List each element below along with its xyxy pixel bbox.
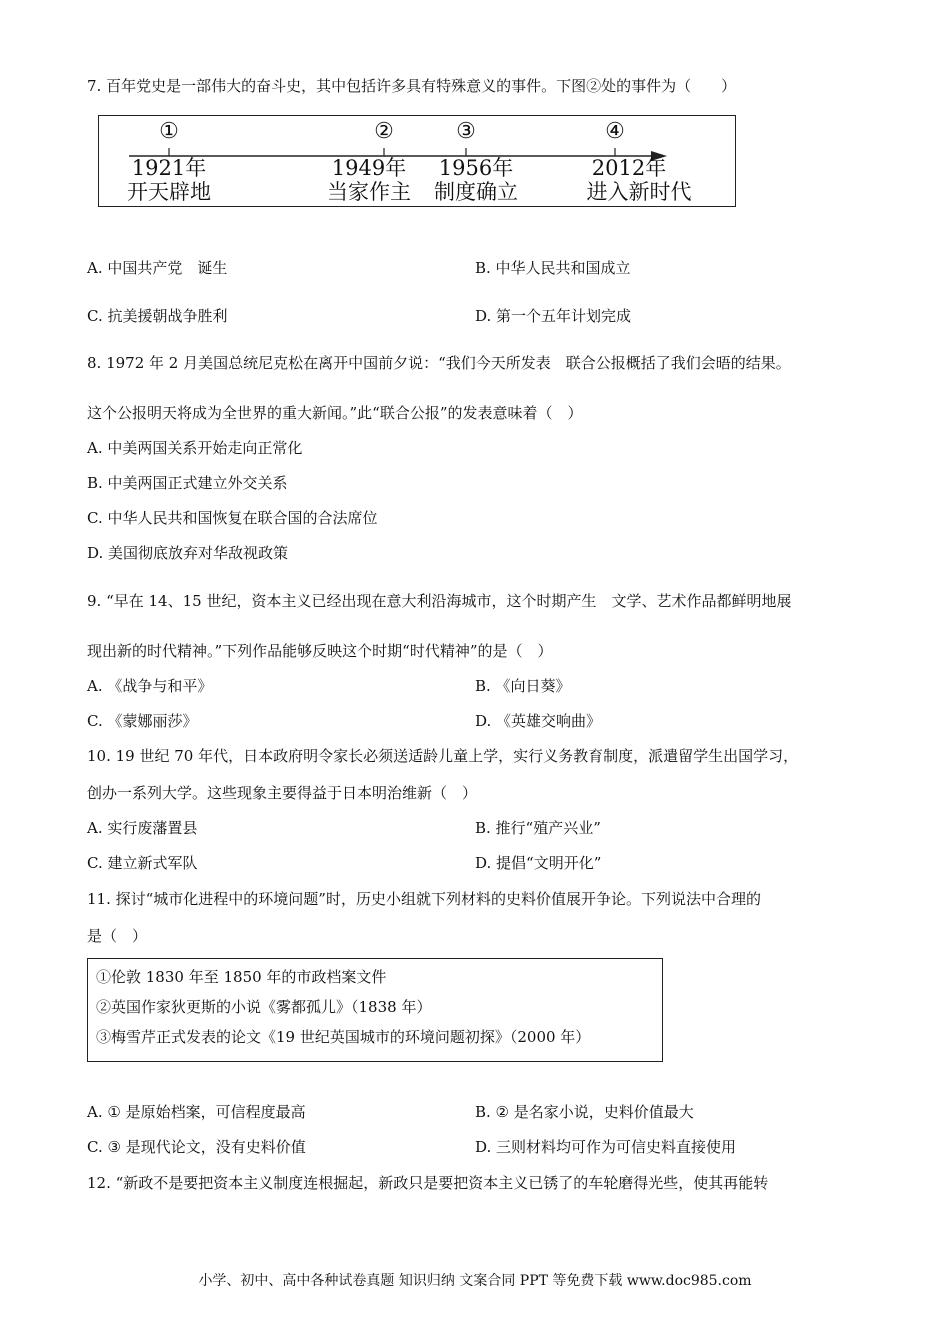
timeline-label-1: 开天辟地 [127, 180, 211, 204]
q7-option-b[interactable]: B. 中华人民共和国成立 [475, 259, 631, 277]
q10-option-c[interactable]: C. 建立新式军队 [87, 854, 198, 872]
q8-option-d[interactable]: D. 美国彻底放弃对华敌视政策 [87, 544, 289, 562]
q7-timeline-figure [98, 115, 736, 207]
q8-option-b[interactable]: B. 中美两国正式建立外交关系 [87, 474, 288, 492]
q10-option-a[interactable]: A. 实行废藩置县 [87, 819, 198, 837]
page-footer: 小学、初中、高中各种试卷真题 知识归纳 文案合同 PPT 等免费下载 www.doc985.com [198, 1273, 752, 1289]
timeline-marker-3: ③ [456, 119, 476, 144]
q11-option-d[interactable]: D. 三则材料均可作为可信史料直接使用 [475, 1138, 737, 1156]
timeline-year-4: 2012年 [591, 156, 667, 180]
material-item-1: ①伦敦 1830 年至 1850 年的市政档案文件 [96, 968, 387, 986]
q9-option-c[interactable]: C. 《蒙娜丽莎》 [87, 712, 198, 730]
q9-option-a[interactable]: A. 《战争与和平》 [87, 677, 213, 695]
q11-stem-line-2: 是（ ） [87, 927, 148, 945]
timeline-year-2: 1949年 [331, 156, 407, 180]
q10-option-d[interactable]: D. 提倡“文明开化” [475, 854, 602, 872]
q9-option-b[interactable]: B. 《向日葵》 [475, 677, 571, 695]
timeline-marker-1: ① [159, 119, 179, 144]
q11-materials-box [87, 958, 663, 1062]
q11-option-b[interactable]: B. ② 是名家小说，史料价值最大 [475, 1103, 694, 1121]
q9-stem-line-1: 9. “早在 14、15 世纪，资本主义已经出现在意大利沿海城市，这个时期产生 文学、艺术作品都鲜明地展 [87, 592, 792, 610]
q10-stem-line-1: 10. 19 世纪 70 年代，日本政府明令家长必须送适龄儿童上学，实行义务教育制度，派遣留学生出国学习， [87, 747, 799, 765]
q8-stem-line-1: 8. 1972 年 2 月美国总统尼克松在离开中国前夕说：“我们今天所发表 联合公报概括了我们会晤的结果。 [87, 354, 791, 372]
q12-stem-line-1: 12. “新政不是要把资本主义制度连根掘起，新政只是要把资本主义已锈了的车轮磨得光些，使其再能转 [87, 1174, 769, 1192]
timeline-year-3: 1956年 [438, 156, 514, 180]
q9-stem-line-2: 现出新的时代精神。”下列作品能够反映这个时期“时代精神”的是（ ） [87, 642, 553, 660]
q8-option-a[interactable]: A. 中美两国关系开始走向正常化 [87, 439, 303, 457]
q11-stem-line-1: 11. 探讨“城市化进程中的环境问题”时，历史小组就下列材料的史料价值展开争论。下列说法中合理的 [87, 890, 761, 908]
timeline-label-3: 制度确立 [434, 180, 518, 204]
q10-option-b[interactable]: B. 推行“殖产兴业” [475, 819, 601, 837]
q7-stem: 7. 百年党史是一部伟大的奋斗史，其中包括许多具有特殊意义的事件。下图②处的事件为（ ） [87, 77, 737, 95]
q7-option-d[interactable]: D. 第一个五年计划完成 [475, 307, 632, 325]
timeline-label-2: 当家作主 [327, 180, 411, 204]
q10-stem-line-2: 创办一系列大学。这些现象主要得益于日本明治维新（ ） [87, 784, 478, 802]
material-item-3: ③梅雪芹正式发表的论文《19 世纪英国城市的环境问题初探》（2000 年） [96, 1028, 591, 1046]
q7-option-a[interactable]: A. 中国共产党 诞生 [87, 259, 228, 277]
q11-option-a[interactable]: A. ① 是原始档案，可信程度最高 [87, 1103, 306, 1121]
q7-option-c[interactable]: C. 抗美援朝战争胜利 [87, 307, 228, 325]
timeline-marker-2: ② [374, 119, 394, 144]
q9-option-d[interactable]: D. 《英雄交响曲》 [475, 712, 602, 730]
q8-option-c[interactable]: C. 中华人民共和国恢复在联合国的合法席位 [87, 509, 378, 527]
timeline-year-1: 1921年 [131, 156, 207, 180]
q8-stem-line-2: 这个公报明天将成为全世界的重大新闻。”此“联合公报”的发表意味着（ ） [87, 404, 583, 422]
timeline-marker-4: ④ [605, 119, 625, 144]
q11-option-c[interactable]: C. ③ 是现代论文，没有史料价值 [87, 1138, 306, 1156]
timeline-label-4: 进入新时代 [586, 180, 692, 204]
material-item-2: ②英国作家狄更斯的小说《雾都孤儿》（1838 年） [96, 998, 432, 1016]
